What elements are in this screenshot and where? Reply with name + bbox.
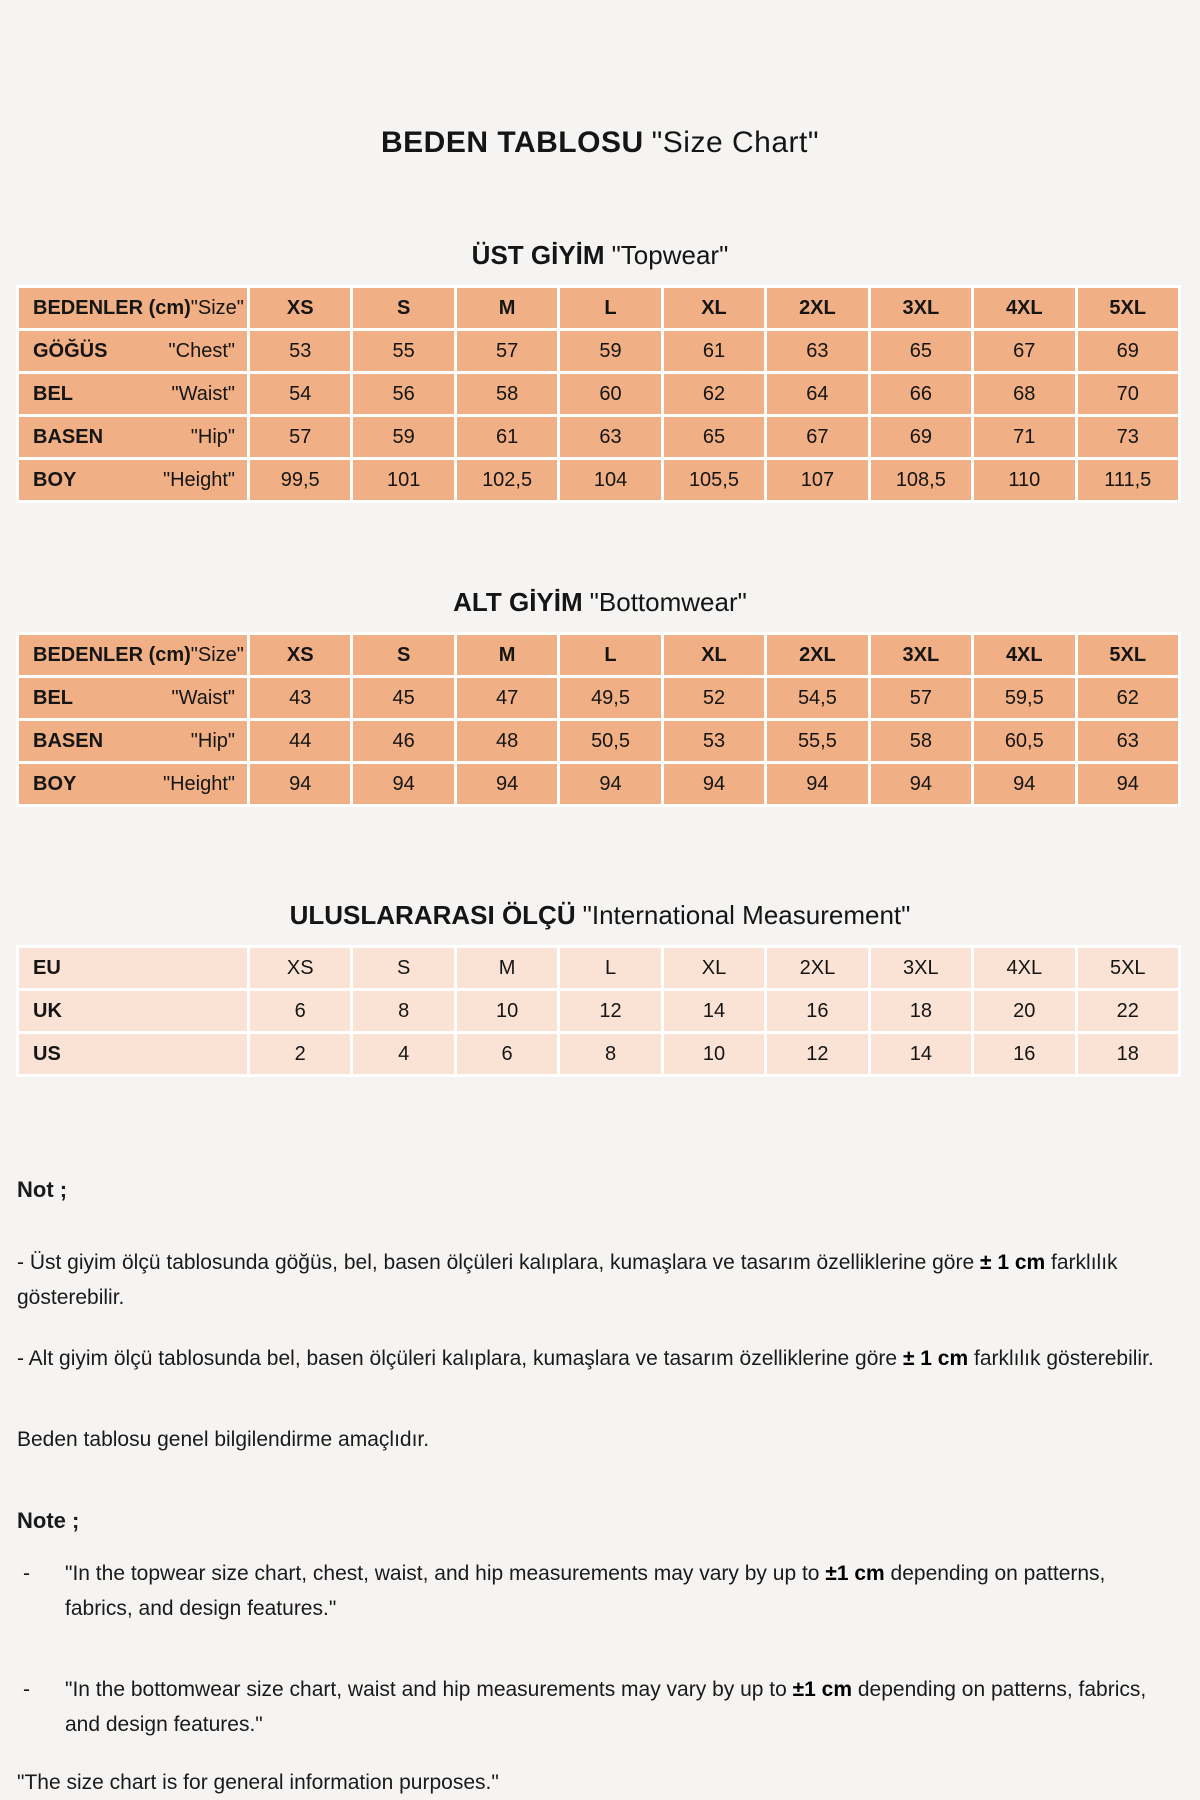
table-cell: 54 xyxy=(250,374,350,414)
note-english-topwear xyxy=(17,1556,1172,1626)
table-cell: S xyxy=(353,288,453,328)
table-row xyxy=(19,991,1178,1031)
note-bold-tolerance: ±1 cm xyxy=(825,1562,885,1585)
table-cell: 57 xyxy=(250,417,350,457)
note-text-block xyxy=(65,1556,1150,1626)
table-cell: 63 xyxy=(767,331,867,371)
table-row xyxy=(19,678,1178,718)
note-english-general: "The size chart is for general information purposes." xyxy=(17,1771,499,1794)
topwear-heading-main: ÜST GİYİM xyxy=(471,240,605,270)
bottomwear-section-heading xyxy=(0,587,1200,618)
international-section-heading xyxy=(0,900,1200,931)
row-label-cell xyxy=(19,1034,247,1074)
table-cell: 73 xyxy=(1078,417,1179,457)
table-cell: 16 xyxy=(767,991,867,1031)
table-cell: 104 xyxy=(560,460,660,500)
table-cell: 54,5 xyxy=(767,678,867,718)
table-cell: 3XL xyxy=(871,288,971,328)
table-cell: 94 xyxy=(974,764,1074,804)
table-cell: 94 xyxy=(871,764,971,804)
row-label-wrap xyxy=(19,297,247,320)
table-row xyxy=(19,721,1178,761)
table-cell: 65 xyxy=(664,417,764,457)
table-row xyxy=(19,1034,1178,1074)
row-label-wrap xyxy=(19,687,247,710)
bullet-dash: - xyxy=(23,1678,30,1701)
table-cell: 70 xyxy=(1078,374,1179,414)
bottomwear-heading-translation: "Bottomwear" xyxy=(589,587,747,617)
table-cell: 2XL xyxy=(767,288,867,328)
table-cell: 94 xyxy=(560,764,660,804)
table-cell: 110 xyxy=(974,460,1074,500)
row-label: US xyxy=(33,1042,61,1065)
table-cell: 65 xyxy=(871,331,971,371)
table-cell: 12 xyxy=(560,991,660,1031)
row-label-cell xyxy=(19,991,247,1031)
row-translation: "Height" xyxy=(162,468,235,491)
row-label-wrap xyxy=(19,1043,247,1066)
note-text: "In the bottomwear size chart, waist and hip measurements may vary by up to xyxy=(65,1678,793,1701)
table-cell: 69 xyxy=(1078,331,1179,371)
table-cell: 44 xyxy=(250,721,350,761)
table-cell: 94 xyxy=(664,764,764,804)
row-label-cell xyxy=(19,678,247,718)
table-cell: 10 xyxy=(664,1034,764,1074)
row-label-cell xyxy=(19,288,247,328)
table-cell: 60,5 xyxy=(974,721,1074,761)
row-label-cell xyxy=(19,374,247,414)
table-row xyxy=(19,374,1178,414)
row-label-wrap xyxy=(19,730,247,753)
row-label: EU xyxy=(33,956,61,979)
table-cell: 58 xyxy=(871,721,971,761)
table-row xyxy=(19,635,1178,675)
note-heading-english: Note ; xyxy=(17,1508,80,1533)
table-cell: 94 xyxy=(250,764,350,804)
table-cell: S xyxy=(353,635,453,675)
table-cell: 2 xyxy=(250,1034,350,1074)
table-cell: 5XL xyxy=(1078,288,1179,328)
table-cell: 6 xyxy=(457,1034,557,1074)
bottomwear-heading-main: ALT GİYİM xyxy=(453,587,583,617)
note-bold-tolerance: ± 1 cm xyxy=(979,1251,1046,1274)
table-cell: 55,5 xyxy=(767,721,867,761)
table-cell: 62 xyxy=(1078,678,1179,718)
row-label: BASEN xyxy=(33,425,104,448)
table-cell: 67 xyxy=(767,417,867,457)
note-english-bottomwear xyxy=(17,1672,1172,1742)
table-cell: 71 xyxy=(974,417,1074,457)
row-translation: "Waist" xyxy=(171,686,235,709)
table-cell: 14 xyxy=(664,991,764,1031)
table-cell: 58 xyxy=(457,374,557,414)
row-label-wrap xyxy=(19,1000,247,1023)
table-cell: 3XL xyxy=(871,948,971,988)
table-cell: S xyxy=(353,948,453,988)
bottomwear-table xyxy=(16,632,1181,807)
table-cell: 43 xyxy=(250,678,350,718)
row-translation: "Hip" xyxy=(190,425,235,448)
table-cell: 67 xyxy=(974,331,1074,371)
row-label: BOY xyxy=(33,772,77,795)
table-row xyxy=(19,460,1178,500)
table-cell: 20 xyxy=(974,991,1074,1031)
table-row xyxy=(19,288,1178,328)
row-label-wrap xyxy=(19,644,247,667)
table-cell: L xyxy=(560,288,660,328)
table-cell: 94 xyxy=(1078,764,1179,804)
table-cell: 94 xyxy=(457,764,557,804)
note-turkish-general: Beden tablosu genel bilgilendirme amaçlıdır. xyxy=(17,1428,430,1451)
table-cell: XS xyxy=(250,948,350,988)
table-cell: 22 xyxy=(1078,991,1179,1031)
table-cell: 14 xyxy=(871,1034,971,1074)
table-row xyxy=(19,417,1178,457)
table-cell: 4XL xyxy=(974,288,1074,328)
table-cell: 8 xyxy=(560,1034,660,1074)
table-cell: 99,5 xyxy=(250,460,350,500)
table-cell: 5XL xyxy=(1078,635,1179,675)
page-title-translation: "Size Chart" xyxy=(651,126,819,159)
table-cell: 47 xyxy=(457,678,557,718)
table-cell: 12 xyxy=(767,1034,867,1074)
table-cell: 94 xyxy=(767,764,867,804)
international-heading-translation: "International Measurement" xyxy=(582,900,911,930)
table-cell: 52 xyxy=(664,678,764,718)
table-cell: 49,5 xyxy=(560,678,660,718)
table-cell: 18 xyxy=(1078,1034,1179,1074)
table-cell: 68 xyxy=(974,374,1074,414)
table-cell: 48 xyxy=(457,721,557,761)
note-bold-tolerance: ±1 cm xyxy=(792,1678,853,1701)
note-text: farklılık gösterebilir. xyxy=(17,1251,1118,1309)
table-cell: 57 xyxy=(871,678,971,718)
table-cell: XS xyxy=(250,288,350,328)
table-cell: 4XL xyxy=(974,948,1074,988)
table-cell: 59 xyxy=(353,417,453,457)
topwear-table xyxy=(16,285,1181,503)
row-label: BOY xyxy=(33,468,77,491)
table-cell: 111,5 xyxy=(1078,460,1179,500)
table-cell: 64 xyxy=(767,374,867,414)
note-turkish-topwear xyxy=(17,1245,1172,1315)
row-label-cell xyxy=(19,331,247,371)
table-cell: 63 xyxy=(1078,721,1179,761)
row-label: BEL xyxy=(33,686,73,709)
table-cell: 8 xyxy=(353,991,453,1031)
table-row xyxy=(19,331,1178,371)
note-text: farklılık gösterebilir. xyxy=(968,1347,1154,1370)
topwear-heading-translation: "Topwear" xyxy=(611,240,729,270)
table-cell: 56 xyxy=(353,374,453,414)
international-heading-main: ULUSLARARASI ÖLÇÜ xyxy=(289,900,576,930)
row-label-wrap xyxy=(19,469,247,492)
table-cell: 69 xyxy=(871,417,971,457)
row-label-cell xyxy=(19,417,247,457)
table-cell: M xyxy=(457,635,557,675)
row-label: UK xyxy=(33,999,62,1022)
table-cell: 2XL xyxy=(767,948,867,988)
international-table xyxy=(16,945,1181,1077)
table-cell: 6 xyxy=(250,991,350,1031)
table-cell: 45 xyxy=(353,678,453,718)
table-cell: 4 xyxy=(353,1034,453,1074)
note-text: - Üst giyim ölçü tablosunda göğüs, bel, basen ölçüleri kalıplara, kumaşlara ve tasarım özelliklerine göre xyxy=(17,1251,980,1274)
note-heading-turkish: Not ; xyxy=(17,1177,68,1202)
topwear-section-heading xyxy=(0,240,1200,271)
table-cell: 94 xyxy=(353,764,453,804)
table-cell: 105,5 xyxy=(664,460,764,500)
page-title-main: BEDEN TABLOSU xyxy=(381,126,644,159)
row-label: GÖĞÜS xyxy=(33,339,108,362)
table-cell: M xyxy=(457,948,557,988)
table-cell: 2XL xyxy=(767,635,867,675)
row-label-wrap xyxy=(19,340,247,363)
note-text-block xyxy=(65,1672,1150,1742)
table-cell: 101 xyxy=(353,460,453,500)
note-text: depending on patterns, fabrics, and design features." xyxy=(65,1678,1147,1736)
table-row xyxy=(19,948,1178,988)
note-text: - Alt giyim ölçü tablosunda bel, basen ölçüleri kalıplara, kumaşlara ve tasarım özelliklerine göre xyxy=(17,1347,903,1370)
table-cell: XL xyxy=(664,635,764,675)
table-cell: 10 xyxy=(457,991,557,1031)
table-cell: 57 xyxy=(457,331,557,371)
table-cell: 3XL xyxy=(871,635,971,675)
row-label-cell xyxy=(19,460,247,500)
table-cell: 46 xyxy=(353,721,453,761)
table-cell: 18 xyxy=(871,991,971,1031)
table-cell: 102,5 xyxy=(457,460,557,500)
table-cell: XS xyxy=(250,635,350,675)
note-text: "In the topwear size chart, chest, waist, and hip measurements may vary by up to xyxy=(65,1562,826,1585)
table-cell: M xyxy=(457,288,557,328)
row-translation: "Hip" xyxy=(190,729,235,752)
row-label: BEDENLER (cm) xyxy=(33,296,191,319)
row-label-wrap xyxy=(19,426,247,449)
table-cell: 61 xyxy=(457,417,557,457)
row-label-cell xyxy=(19,635,247,675)
table-cell: 61 xyxy=(664,331,764,371)
note-text: depending on patterns, fabrics, and design features." xyxy=(65,1562,1106,1620)
note-turkish-bottomwear xyxy=(17,1341,1172,1376)
row-translation: "Chest" xyxy=(168,339,235,362)
row-label-wrap xyxy=(19,773,247,796)
notes-section xyxy=(17,1172,1172,1800)
note-bold-tolerance: ± 1 cm xyxy=(902,1347,969,1370)
table-cell: 59,5 xyxy=(974,678,1074,718)
row-label-cell xyxy=(19,948,247,988)
table-row xyxy=(19,764,1178,804)
table-cell: 66 xyxy=(871,374,971,414)
table-cell: 4XL xyxy=(974,635,1074,675)
row-label-cell xyxy=(19,721,247,761)
table-cell: L xyxy=(560,635,660,675)
row-label-cell xyxy=(19,764,247,804)
table-cell: 59 xyxy=(560,331,660,371)
row-translation: "Height" xyxy=(162,772,235,795)
table-cell: 108,5 xyxy=(871,460,971,500)
table-cell: 62 xyxy=(664,374,764,414)
row-translation: "Waist" xyxy=(171,382,235,405)
table-cell: XL xyxy=(664,288,764,328)
table-cell: 107 xyxy=(767,460,867,500)
bullet-dash: - xyxy=(23,1562,30,1585)
row-label: BASEN xyxy=(33,729,104,752)
table-cell: 53 xyxy=(664,721,764,761)
row-label-wrap xyxy=(19,383,247,406)
row-label-wrap xyxy=(19,957,247,980)
row-translation: "Size" xyxy=(190,296,244,319)
table-cell: L xyxy=(560,948,660,988)
table-cell: 5XL xyxy=(1078,948,1179,988)
page-title xyxy=(0,0,1200,160)
table-cell: 63 xyxy=(560,417,660,457)
row-label: BEL xyxy=(33,382,73,405)
table-cell: 55 xyxy=(353,331,453,371)
row-label: BEDENLER (cm) xyxy=(33,643,191,666)
table-cell: 50,5 xyxy=(560,721,660,761)
row-translation: "Size" xyxy=(190,643,244,666)
table-cell: 53 xyxy=(250,331,350,371)
table-cell: 60 xyxy=(560,374,660,414)
table-cell: 16 xyxy=(974,1034,1074,1074)
table-cell: XL xyxy=(664,948,764,988)
